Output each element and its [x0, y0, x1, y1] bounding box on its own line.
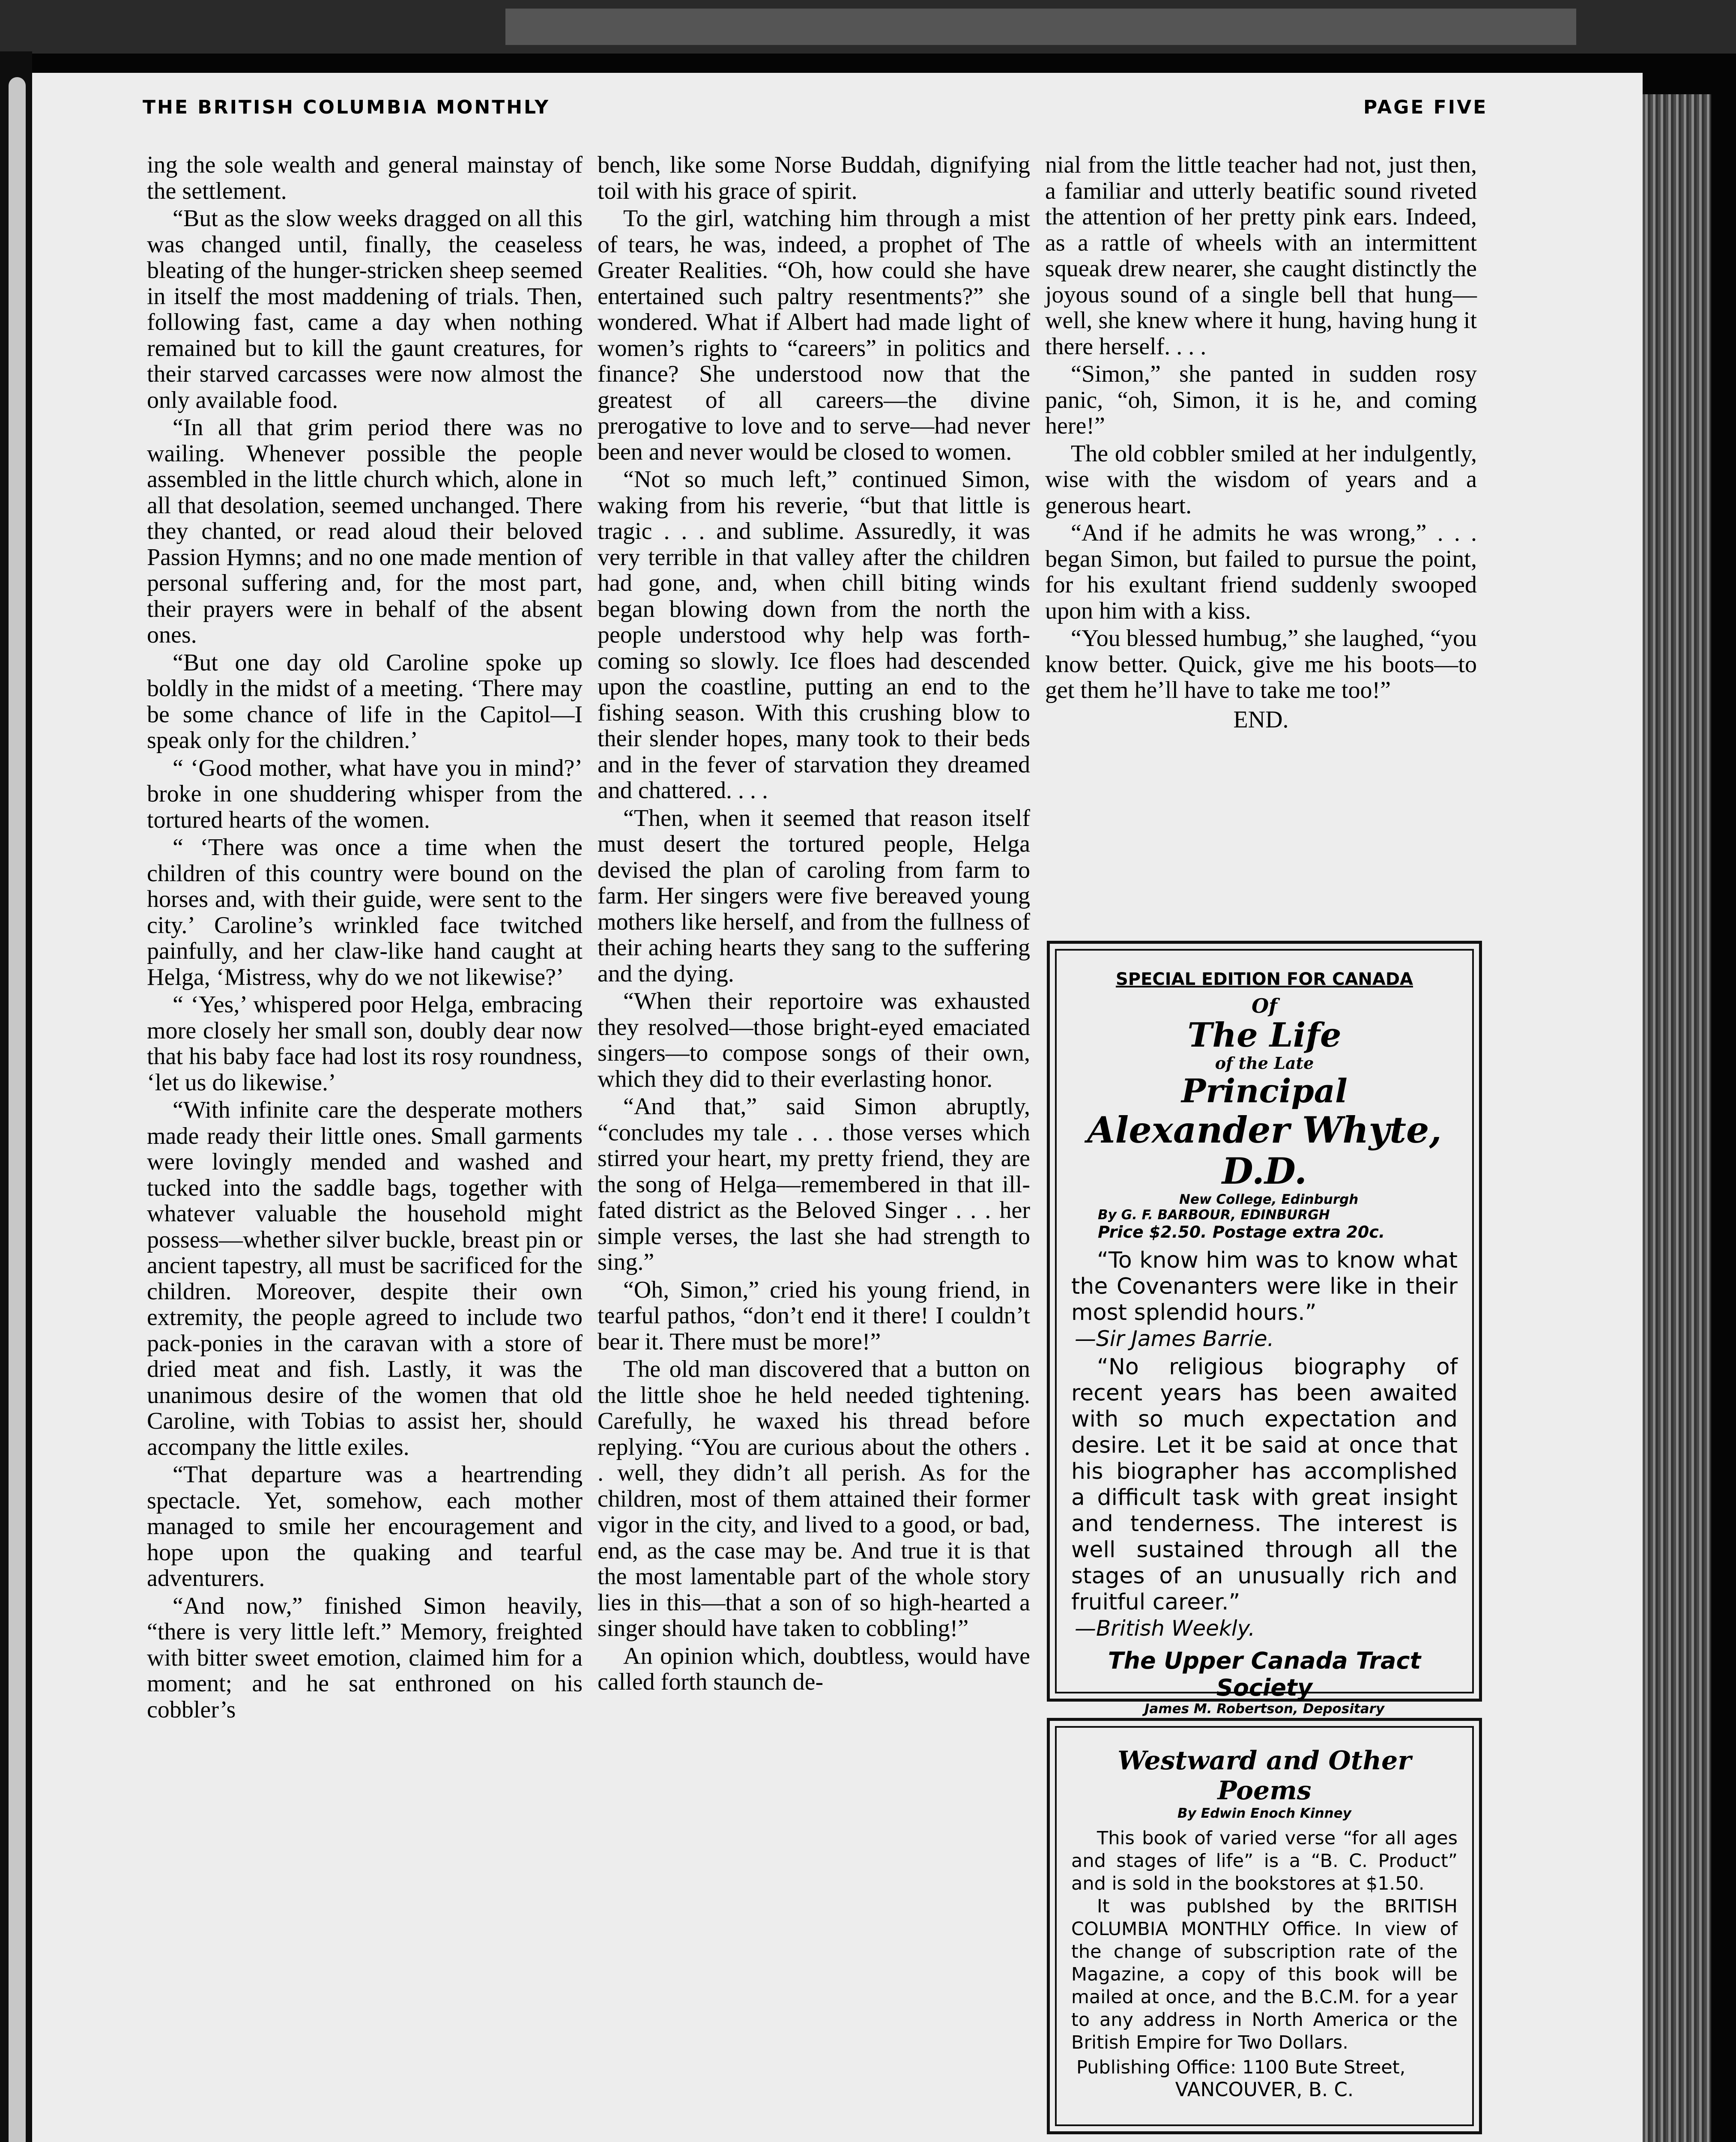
ad-content — [1071, 1746, 1458, 2101]
paragraph: “Oh, Simon,” cried his young friend, in tearful pathos, “don’t end it there! I couldn’t bear it. There must be more!” — [598, 1276, 1030, 1355]
paragraph: “That departure was a heartrending spectacle. Yet, somehow, each mother managed to smile her encouragement and hope upon the quaking and tearful adventurers. — [147, 1461, 583, 1592]
ad-body — [1071, 1827, 1458, 2054]
text-column-3 — [1045, 152, 1477, 733]
text-column-1 — [147, 152, 583, 1724]
paragraph: “ ‘There was once a time when the children of this country were bound on the horses and, with their guide, were sent to the city.’ Caroline’s wrinkled face twitched painfully, and her claw-like hand caught at Helga, ‘Mistress, why do we not likewise?’ — [147, 834, 583, 990]
ad-content — [1071, 969, 1458, 1738]
paragraph: “Simon,” she panted in sudden rosy panic, “oh, Simon, it is he, and coming here!” — [1045, 361, 1477, 439]
ad-of: Of — [1252, 994, 1277, 1017]
ad-author: By G. F. BARBOUR, EDINBURGH — [1098, 1207, 1330, 1223]
ad-city: VANCOUVER, B. C. — [1175, 2078, 1354, 2101]
paragraph: The old man discovered that a button on the little shoe he held needed tightening. Carefully, he waxed his thread before replying. “You are curious about the others . . well, they didn’t all perish. As for the children, most of them attained their former vigor in the city, and lived to a good, or bad, end, as the case may be. And true it is that the most lamentable part of the whole story lies in this—that a son of so high-hearted a singer should have taken to cobbling!” — [598, 1356, 1030, 1642]
ad-paragraph: It was publshed by the BRITISH COLUMBIA MONTHLY Office. In view of the change of subscription rate of the Magazine, a copy of this book will be mailed at once, and the B.C.M. for a year to any address in North America or the British Empire for Two Dollars. — [1071, 1896, 1458, 2053]
paragraph: ing the sole wealth and general mainstay of the settlement. — [147, 152, 583, 204]
paragraph: “In all that grim period there was no wailing. Whenever possible the people assembled in the little church which, alone in all that desolation, seemed unchanged. There they chanted, or read aloud their beloved Passion Hymns; and no one made mention of personal suffering and, for the most part, their prayers were in behalf of the absent ones. — [147, 414, 583, 648]
book-page-edges — [1643, 94, 1711, 2142]
ad-of-the-late: of the Late — [1215, 1053, 1314, 1073]
ad-the-life: The Life — [1187, 1016, 1342, 1055]
paragraph: “You blessed humbug,” she laughed, “you know better. Quick, give me his boots—to get them he’ll have to take me too!” — [1045, 625, 1477, 703]
ad-book-title: Westward and Other Poems — [1117, 1746, 1411, 1806]
paragraph: nial from the little teacher had not, just then, a familiar and utterly beatific sound riveted the attention of her pretty pink ears. Indeed, as a rattle of wheels with an intermittent squeak drew nearer, she caught distinctly the joyous sound of a single bell that hung—well, she knew where it hung, having hung it there herself. . . . — [1045, 152, 1477, 360]
scan-top-border — [0, 0, 1736, 54]
page-curl — [9, 77, 26, 2142]
ad-subject-name: Alexander Whyte, D.D. — [1087, 1109, 1442, 1192]
paragraph: “And now,” finished Simon heavily, “there is very little left.” Memory, freighted with bitter sweet emotion, claimed him for a moment; and he sat enthroned on his cobbler’s — [147, 1592, 583, 1723]
page-label: PAGE FIVE — [1363, 96, 1488, 118]
ad-special-edition: SPECIAL EDITION FOR CANADA — [1115, 969, 1413, 989]
ad-paragraph: This book of varied verse “for all ages and stages of life” is a “B. C. Product” and is sold in the bookstores at $1.50. — [1071, 1828, 1458, 1894]
paragraph: The old cobbler smiled at her indulgently, wise with the wisdom of years and a generous heart. — [1045, 440, 1477, 519]
paragraph: “But as the slow weeks dragged on all this was changed until, finally, the ceaseless bleating of the hunger-stricken sheep seemed in itself the most maddening of trials. Then, following fast, came a day when nothing remained but to kill the gaunt creatures, for their starved carcasses were now almost the only available food. — [147, 205, 583, 413]
ad-attribution-barrie: —Sir James Barrie. — [1075, 1326, 1274, 1351]
text-column-2 — [598, 152, 1030, 1697]
paragraph: “With infinite care the desperate mothers made ready their little ones. Small garments were lovingly mended and washed and tucked into the saddle bags, together with whatever valuable the household might possess—whether silver buckle, breast pin or ancient tapestry, all must be sacrificed for the children. Moreover, despite their own extremity, the people agreed to include two pack-ponies in the caravan with a store of dried meat and fish. Lastly, it was the unanimous desire of the women that old Caroline, with Tobias to assist her, should accompany the little exiles. — [147, 1097, 583, 1460]
book-advertisement-westward — [1047, 1718, 1482, 2134]
ad-publishing-office: Publishing Office: 1100 Bute Street, — [1076, 2057, 1406, 2078]
paragraph: “When their reportoire was exhausted they resolved—those bright-eyed emaciated singers—to compose songs of their own, which they did to their everlasting honor. — [598, 988, 1030, 1092]
paragraph: “Then, when it seemed that reason itself must desert the tortured people, Helga devised the plan of caroling from farm to farm. Her singers were five bereaved young mothers like herself, and from the fullness of their aching hearts they sang to the suffering and the dying. — [598, 805, 1030, 987]
ad-publisher: The Upper Canada Tract Society — [1108, 1647, 1421, 1701]
paragraph: “And that,” said Simon abruptly, “concludes my tale . . . those verses which stirred your heart, my pretty friend, they are the song of Helga—remembered in that ill-fated district as the Beloved Singer . . . her simple verses, the last she had strength to sing.” — [598, 1093, 1030, 1275]
paragraph: “And if he admits he was wrong,” . . . began Simon, but failed to pursue the point, for his exultant friend suddenly swooped upon him with a kiss. — [1045, 520, 1477, 624]
ad-depositary: James M. Robertson, Depositary — [1144, 1701, 1385, 1717]
paragraph: An opinion which, doubtless, would have called forth staunch de- — [598, 1642, 1030, 1695]
paragraph: “ ‘Yes,’ whispered poor Helga, embracing more closely her small son, doubly dear now that his baby face had lost its rosy roundness, ‘let us do likewise.’ — [147, 991, 583, 1096]
paragraph: “ ‘Good mother, what have you in mind?’ broke in one shuddering whisper from the tortured hearts of the women. — [147, 754, 583, 833]
paragraph: “But one day old Caroline spoke up boldly in the midst of a meeting. ‘There may be some chance of life in the Capitol—I speak only for the children.’ — [147, 649, 583, 754]
ad-college: New College, Edinburgh — [1179, 1192, 1359, 1207]
paragraph: bench, like some Norse Buddah, dignifying toil with his grace of spirit. — [598, 152, 1030, 204]
ad-quote-barrie: “To know him was to know what the Covenanters were like in their most splendid hours.” — [1071, 1248, 1458, 1325]
end-mark: END. — [1233, 706, 1289, 733]
ad-byline: By Edwin Enoch Kinney — [1177, 1806, 1351, 1821]
paragraph: “Not so much left,” continued Simon, waking from his reverie, “but that little is tragic . . . and sublime. Assuredly, it was very terrible in that valley after the children had gone, and, when chill biting winds began blowing down from the north the people understood why help was forth-coming so slowly. Ice floes had descended upon the coastline, putting an end to the fishing season. With this crushing blow to their slender hopes, many took to their beds and in the fever of starvation they dreamed and chattered. . . . — [598, 466, 1030, 804]
ad-attribution-british-weekly: —British Weekly. — [1075, 1616, 1255, 1641]
previous-page-edge — [0, 51, 32, 2142]
book-advertisement-whyte — [1047, 941, 1482, 1717]
ad-principal: Principal — [1181, 1072, 1348, 1110]
paragraph: To the girl, watching him through a mist of tears, he was, indeed, a prophet of The Greater Realities. “Oh, how could she have entertained such paltry resentments?” she wondered. What if Albert had made light of women’s rights to “careers” in politics and finance? She understood now that the greatest of all careers—the divine prerogative to love and to serve—had never been and never would be closed to women. — [598, 205, 1030, 465]
masthead: THE BRITISH COLUMBIA MONTHLY — [143, 96, 550, 118]
ad-quote-british-weekly: “No religious biography of recent years has been awaited with so much expectation and desire. Let it be said at once that his biographer has accomplished a difficult task with great insight and tenderness. The interest is well sustained through all the stages of an unusually rich and fruitful career.” — [1071, 1354, 1458, 1615]
tape-strip — [505, 9, 1576, 45]
ad-price: Price $2.50. Postage extra 20c. — [1098, 1223, 1385, 1242]
